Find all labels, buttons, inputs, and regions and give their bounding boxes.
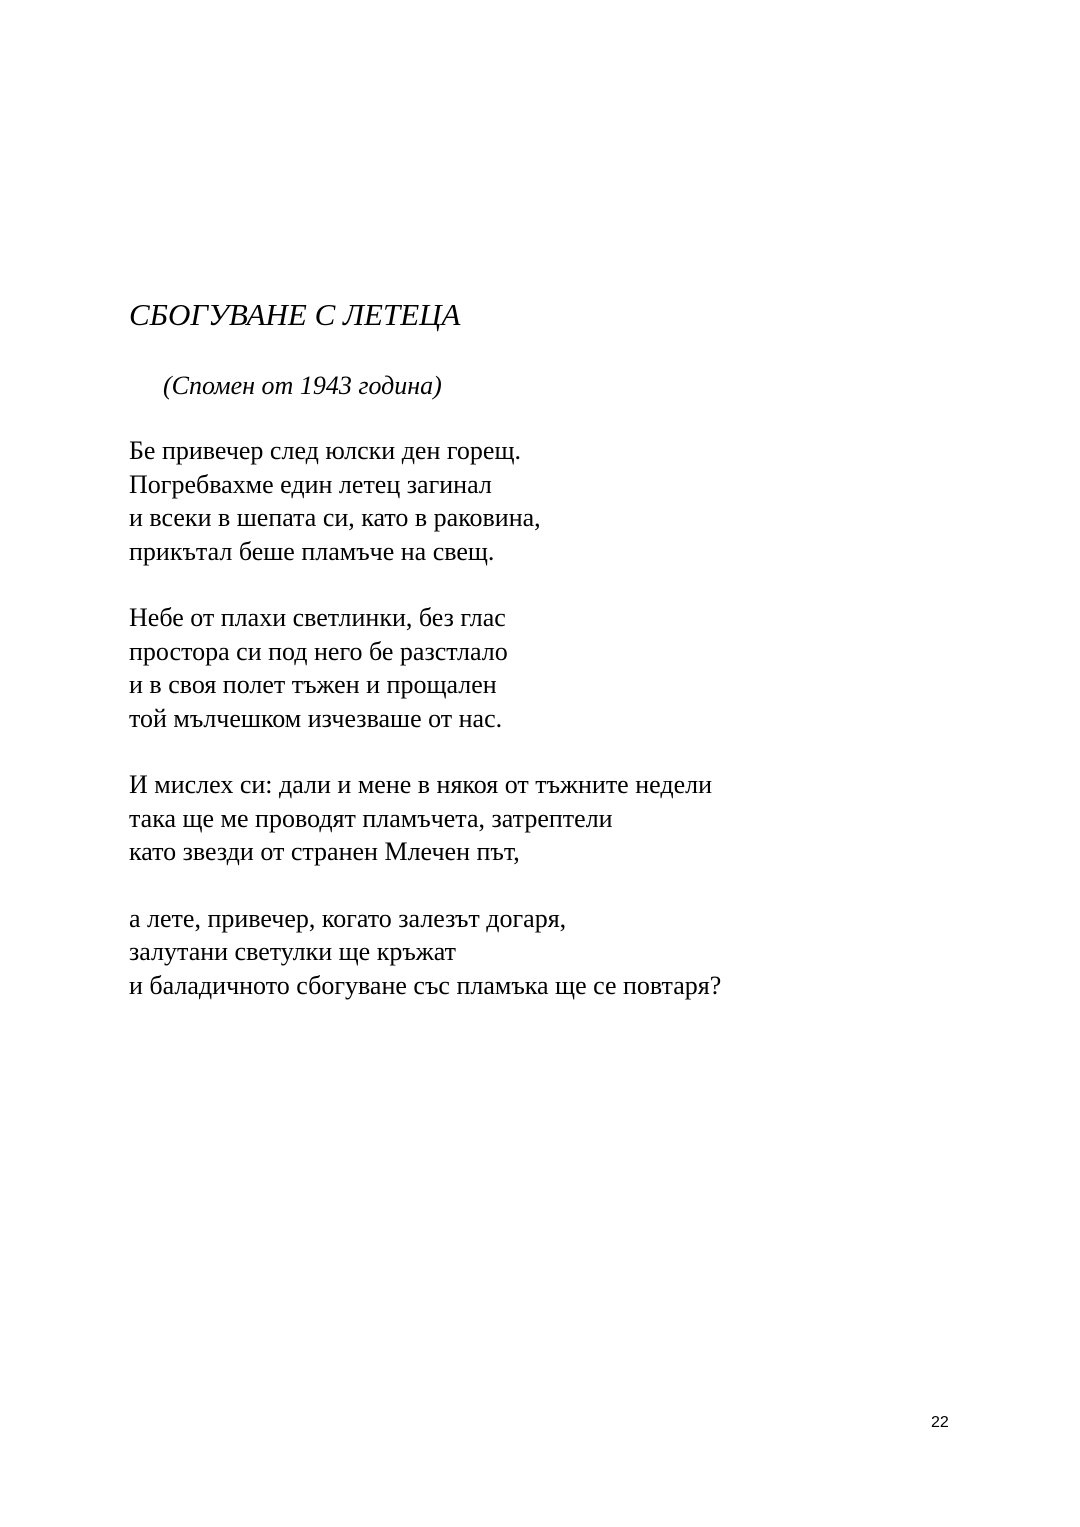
page-title: СБОГУВАНЕ С ЛЕТЕЦА	[129, 297, 461, 332]
stanza-2	[129, 601, 721, 735]
poem-body	[129, 434, 721, 1035]
poem-line: Небе от плахи светлинки, без глас	[129, 603, 506, 632]
poem-line: прикътал беше пламъче на свещ.	[129, 536, 495, 566]
poem-line: Бе привечер след юлски ден горещ.	[129, 436, 521, 465]
poem-line: Погребвахме един летец загинал	[129, 469, 492, 499]
poem-line: той мълчешком изчезваше от нас.	[129, 703, 503, 733]
poem-line: залутани светулки ще кръжат	[129, 937, 456, 966]
page-number: 22	[931, 1414, 949, 1431]
stanza-1	[129, 434, 721, 568]
stanza-4	[129, 902, 721, 1003]
poem-line: простора си под него бе разстлало	[129, 636, 508, 666]
poem-line: и баладичното сбогуване със пламъка ще се повтаря?	[129, 970, 722, 1000]
stanza-3	[129, 768, 721, 869]
poem-line: и в своя полет тъжен и прощален	[129, 670, 497, 699]
poem-subtitle: (Спомен от 1943 година)	[163, 371, 442, 400]
poem-line: така ще ме проводят пламъчета, затрептели	[129, 803, 613, 833]
poem-line: а лете, привечер, когато залезът догаря,	[129, 903, 567, 933]
poem-line: И мислех си: дали и мене в някоя от тъжните недели	[129, 770, 712, 799]
poem-line: като звезди от странен Млечен път,	[129, 837, 520, 866]
poem-line: и всеки в шепата си, като в раковина,	[129, 503, 541, 532]
